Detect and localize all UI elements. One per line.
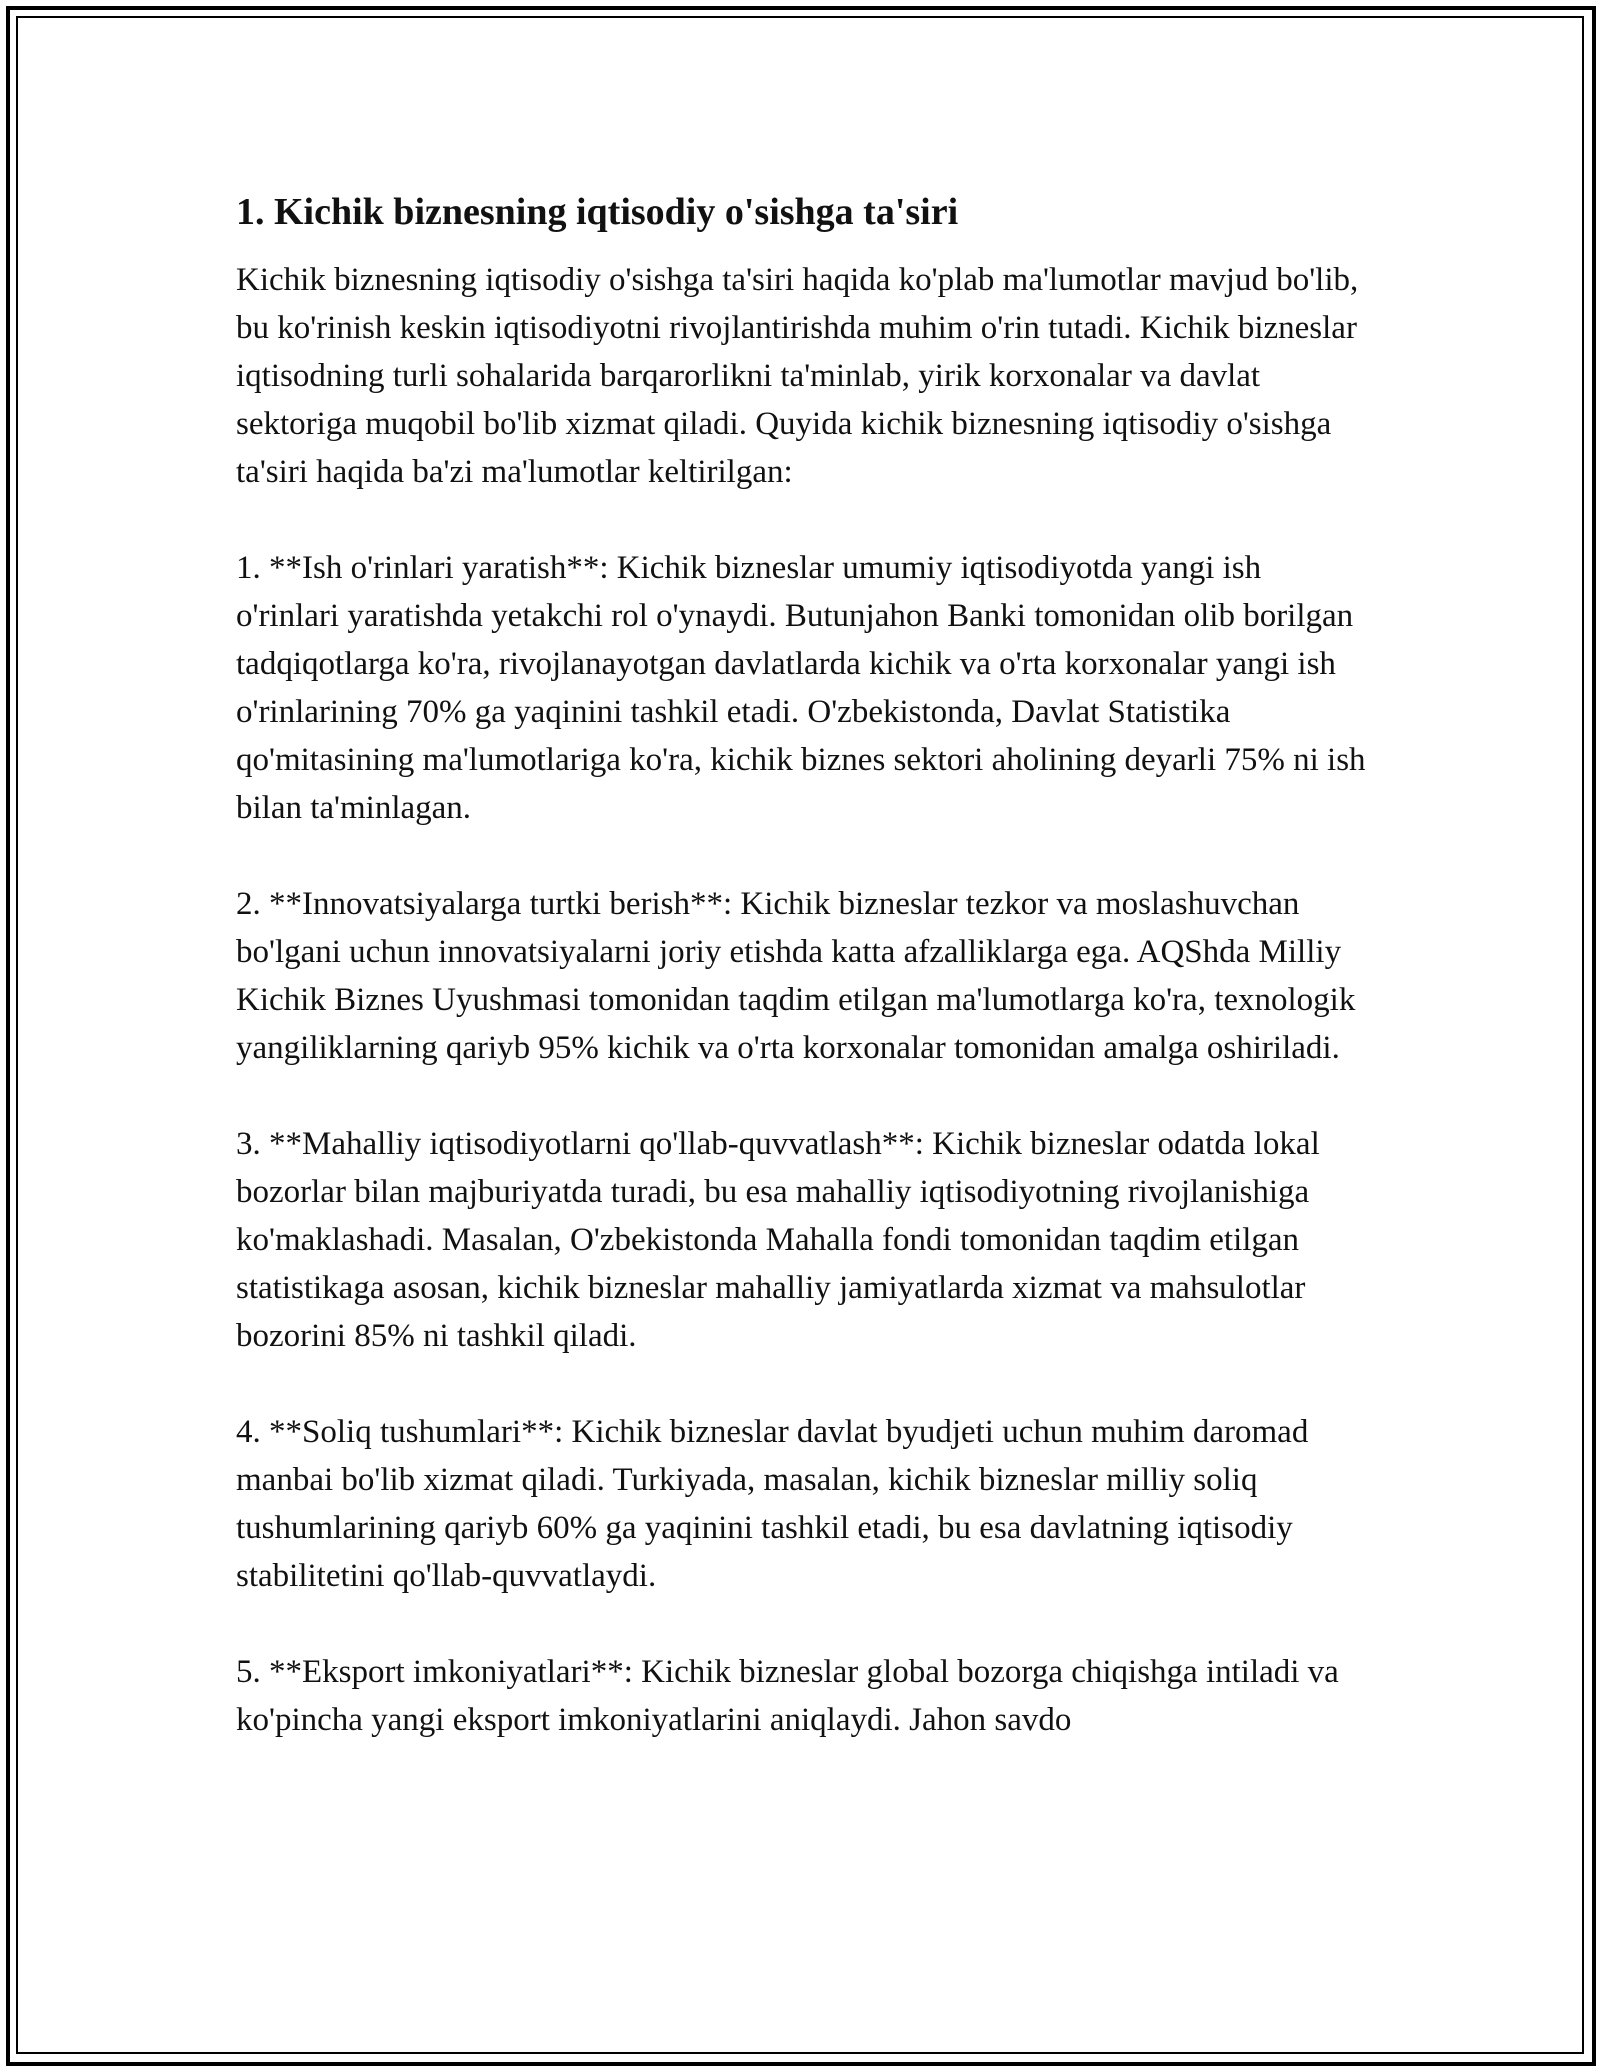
list-item-job-creation: 1. **Ish o'rinlari yaratish**: Kichik bizneslar umumiy iqtisodiyotda yangi ish o'rinlari yaratishda yetakchi rol o'ynaydi. Butunjahon Banki tomonidan olib borilgan tadqiqotlarga ko'ra, rivojlanayotgan davlatlarda kichik va o'rta korxonalar yangi ish o'rinlarining 70% ga yaqinini tashkil etadi. O'zbekistonda, Davlat Statistika qo'mitasining ma'lumotlariga ko'ra, kichik biznes sektori aholining deyarli 75% ni ish bilan ta'minlagan. — [236, 550, 1366, 826]
document-page — [236, 188, 1366, 1744]
intro-paragraph: Kichik biznesning iqtisodiy o'sishga ta'siri haqida ko'plab ma'lumotlar mavjud bo'lib, bu ko'rinish keskin iqtisodiyotni rivojlantirishda muhim o'rin tutadi. Kichik bizneslar iqtisodning turli sohalarida barqarorlikni ta'minlab, yirik korxonalar va davlat sektoriga muqobil bo'lib xizmat qiladi. Quyida kichik biznesning iqtisodiy o'sishga ta'siri haqida ba'zi ma'lumotlar keltirilgan: — [236, 262, 1359, 490]
list-item-export: 5. **Eksport imkoniyatlari**: Kichik bizneslar global bozorga chiqishga intiladi va ko'pincha yangi eksport imkoniyatlarini aniqlaydi. Jahon savdo — [236, 1654, 1339, 1738]
list-item-tax-revenue: 4. **Soliq tushumlari**: Kichik bizneslar davlat byudjeti uchun muhim daromad manbai bo'lib xizmat qiladi. Turkiyada, masalan, kichik bizneslar milliy soliq tushumlarining qariyb 60% ga yaqinini tashkil etadi, bu esa davlatning iqtisodiy stabilitetini qo'llab-quvvatlaydi. — [236, 1414, 1309, 1594]
list-item-local-economy: 3. **Mahalliy iqtisodiyotlarni qo'llab-quvvatlash**: Kichik bizneslar odatda lokal bozorlar bilan majburiyatda turadi, bu esa mahalliy iqtisodiyotning rivojlanishiga ko'maklashadi. Masalan, O'zbekistonda Mahalla fondi tomonidan taqdim etilgan statistikaga asosan, kichik bizneslar mahalliy jamiyatlarda xizmat va mahsulotlar bozorini 85% ni tashkil qiladi. — [236, 1126, 1320, 1354]
list-item-innovation: 2. **Innovatsiyalarga turtki berish**: Kichik bizneslar tezkor va moslashuvchan bo'lgani uchun innovatsiyalarni joriy etishda katta afzalliklarga ega. AQShda Milliy Kichik Biznes Uyushmasi tomonidan taqdim etilgan ma'lumotlarga ko'ra, texnologik yangiliklarning qariyb 95% kichik va o'rta korxonalar tomonidan amalga oshiriladi. — [236, 886, 1356, 1066]
section-heading: 1. Kichik biznesning iqtisodiy o'sishga ta'siri — [236, 191, 959, 233]
